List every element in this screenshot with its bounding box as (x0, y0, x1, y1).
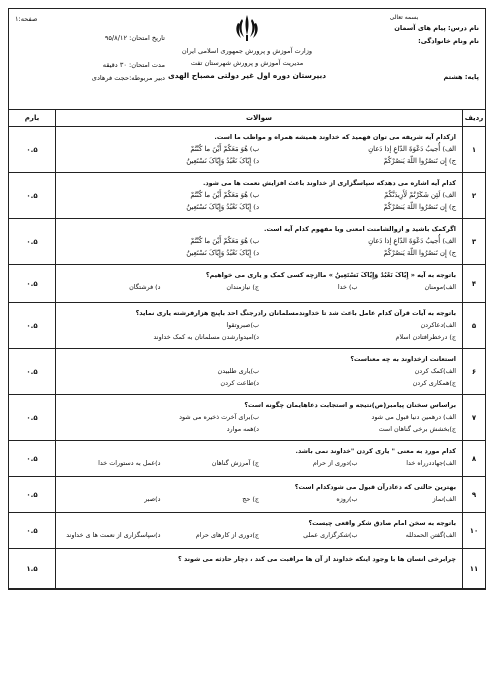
answer-option: الف) درهمین دنیا قبول می شود (371, 413, 456, 421)
header-exam-info (15, 13, 165, 85)
answer-option: د) فرشتگان (129, 283, 161, 291)
answer-option: الف)مومنان (424, 283, 456, 291)
question-body (56, 477, 462, 512)
question-number: ۸ (462, 441, 485, 476)
question-score: ۱.۵ (9, 549, 56, 588)
answer-option: الف) أُجیبُ دَعْوَةَ الدّاعِ إذا دَعانِ (368, 237, 456, 245)
answer-options (62, 143, 456, 167)
question-text: بهترین حالتی که دعادرآن قبول می شودکدام است؟ (294, 483, 456, 491)
course-label: نام درس: پیام های آسمان (394, 24, 479, 32)
question-text: کدام آیه اشاره می دهدکه سپاسگزاری از خداوند باعث افزایش نعمت ها می شود. (202, 179, 456, 187)
question-text: باتوجه به آیات قرآن کدام عامل باعث شد تا خداوندمسلمانان رادرجنگ احد باپنج هزارفرشته یاری نماید؟ (135, 309, 456, 317)
ministry-title: وزارت آموزش و پرورش جمهوری اسلامی ایران (181, 47, 313, 55)
answer-options (62, 493, 456, 505)
answer-option: ج)همکاری کردن (412, 379, 456, 387)
answer-option: د)عمل به دستورات خدا (98, 459, 161, 467)
question-body (56, 127, 462, 172)
answer-option: د)طاعت کردن (220, 379, 259, 387)
table-header-row (9, 110, 485, 127)
answer-option: الف) أُجیبُ دَعْوَةَ الدّاعِ إذا دَعانِ (368, 145, 456, 153)
question-score: ۰.۵ (9, 349, 56, 394)
column-header-question: سوالات (246, 114, 272, 122)
answer-option: ج) إِن تَنصُرُوا اللّهَ یَنصُرْکُمْ (383, 157, 456, 165)
question-row (9, 395, 485, 441)
answer-options (62, 189, 456, 213)
question-body (56, 441, 462, 476)
page-number: صفحه:۱ (15, 15, 38, 23)
answer-option: ب)یاری طلبیدن (217, 367, 259, 375)
question-text: براساس سخنان پیامبر(ص)نتیجه و استجابت دعاهایمان چگونه است؟ (244, 401, 456, 409)
question-text: اگرکمک باشید و ازوالشامنت امعنی وبا مفهوم کدام آیه است. (264, 225, 456, 233)
question-number: ۳ (462, 219, 485, 264)
question-number: ۱۰ (462, 513, 485, 548)
school-title: دبیرستان دوره اول غیر دولتی مصباح الهدی (167, 71, 327, 80)
question-number: ۴ (462, 265, 485, 302)
answer-option: ج) نیازمندان (226, 283, 259, 291)
question-text: چرابرخی انسان ها با وجود اینکه خداوند از آن ها مراقبت می کند ، دچار حادثه می شوند ؟ (178, 555, 456, 563)
answer-option: ب) خدا (337, 283, 358, 291)
exam-sheet (8, 8, 486, 590)
answer-option: ب)روزه (336, 495, 358, 503)
question-text: باتوجه به سخن امام صادق شکر واقعی چیست؟ (308, 519, 456, 527)
question-row (9, 513, 485, 549)
question-text: ازکدام آیه شریفه می توان فهمید که خداوند همیشه همراه و مواظب ما است. (214, 133, 456, 141)
question-number: ۲ (462, 173, 485, 218)
answer-option: د)امیدوارشدن مسلمانان به کمک خداوند (153, 333, 259, 341)
answer-option: الف)نماز (432, 495, 456, 503)
answer-option: ب) هُوَ مَعَکُمْ أَیْنَ ما کُنْتُمْ (190, 145, 259, 153)
answer-option: د) إِیّاکَ نَعْبُدُ وَإِیّاکَ نَسْتَعِینُ (186, 249, 259, 257)
answer-options (62, 281, 456, 293)
answer-option: ج) حج (242, 495, 259, 503)
answer-option: ب)برای آخرت ذخیره می شود (179, 413, 259, 421)
grade-label: پایه: هشتم (443, 73, 479, 81)
question-row (9, 441, 485, 477)
question-number: ۵ (462, 303, 485, 348)
question-row (9, 219, 485, 265)
question-text: استعانت ازخداوند به چه معناست؟ (350, 355, 456, 363)
question-text: کدام مورد به معنی " یاری کردن "خداوند نمی باشد. (295, 447, 456, 455)
question-body (56, 219, 462, 264)
answer-option: ج)بخشش برخی گناهان است (378, 425, 456, 433)
question-body (56, 395, 462, 440)
question-score: ۰.۵ (9, 127, 56, 172)
question-row (9, 349, 485, 395)
column-header-number: ردیف (462, 110, 485, 126)
answer-option: د) إِیّاکَ نَعْبُدُ وَإِیّاکَ نَسْتَعِینُ (186, 157, 259, 165)
answer-option: الف)جهاددرراه خدا (406, 459, 456, 467)
directorate-title: مدیریت آموزش و پرورش شهرستان تفت (190, 59, 304, 67)
header-center (159, 13, 335, 83)
question-text: باتوجه به آیه « إِیّاکَ نَعْبُدُ وَإِیّاکَ نَسْتَعِینُ » ماازچه کسی کمک و یاری می خواهیم؟ (205, 271, 456, 279)
answer-options (62, 235, 456, 259)
answer-option: د)سپاسگزاری از نعمت ها ی خداوند (66, 531, 161, 539)
question-body (56, 265, 462, 302)
question-score: ۰.۵ (9, 173, 56, 218)
question-body (56, 549, 462, 588)
question-number: ۶ (462, 349, 485, 394)
answer-options (62, 411, 456, 435)
question-body (56, 173, 462, 218)
question-row (9, 477, 485, 513)
questions-list (9, 127, 485, 589)
question-row (9, 173, 485, 219)
answer-option: الف)گفتن الحمدلله (405, 531, 456, 539)
iran-emblem-icon (234, 13, 260, 43)
exam-date: تاریخ امتحان: ۹۵/۸/۱۲ (104, 34, 165, 42)
answer-option: ج) آمرزش گناهان (211, 459, 259, 467)
question-body (56, 349, 462, 394)
answer-option: ج) إِن تَنصُرُوا اللّهَ یَنصُرْکُمْ (383, 249, 456, 257)
question-row (9, 127, 485, 173)
answer-option: ب)صبروتقوا (226, 321, 259, 329)
answer-option: ج) درخطرافتادن اسلام (395, 333, 456, 341)
question-score: ۰.۵ (9, 513, 56, 548)
answer-option: د) إِیّاکَ نَعْبُدُ وَإِیّاکَ نَسْتَعِینُ (186, 203, 259, 211)
question-score: ۰.۵ (9, 441, 56, 476)
question-row (9, 265, 485, 303)
question-row (9, 549, 485, 589)
question-number: ۷ (462, 395, 485, 440)
exam-header (9, 9, 485, 110)
question-number: ۱ (462, 127, 485, 172)
answer-option: د)همه موارد (226, 425, 259, 433)
answer-option: ب) هُوَ مَعَکُمْ أَیْنَ ما کُنْتُمْ (190, 191, 259, 199)
question-score: ۰.۵ (9, 219, 56, 264)
answer-option: ج)دوری از کارهای حرام (195, 531, 259, 539)
question-number: ۹ (462, 477, 485, 512)
answer-option: ب) هُوَ مَعَکُمْ أَیْنَ ما کُنْتُمْ (190, 237, 259, 245)
student-name-label: نام ونام خانوادگی: (418, 37, 479, 45)
basmala-text: بسمه تعالی (389, 14, 419, 21)
question-score: ۰.۵ (9, 395, 56, 440)
column-header-score: بارم (9, 110, 56, 126)
answer-option: ب)دوری از حرام (312, 459, 358, 467)
question-number: ۱۱ (462, 549, 485, 588)
exam-duration: مدت امتحان: ۳۰ دقیقه (102, 61, 165, 69)
answer-options (62, 365, 456, 389)
question-score: ۰.۵ (9, 265, 56, 302)
answer-options (62, 457, 456, 469)
teacher-name: دبیر مربوطه:حجت فرهادی (91, 74, 165, 82)
question-body (56, 303, 462, 348)
question-score: ۰.۵ (9, 303, 56, 348)
answer-option: الف)کمک کردن (414, 367, 456, 375)
question-body (56, 513, 462, 548)
answer-option: الف) لَئِن شَکَرْتُمْ لَأَزِیدَنَّکُمْ (384, 191, 456, 199)
answer-option: ب)شکرگزاری عملی (303, 531, 358, 539)
answer-option: الف)دعاکردن (420, 321, 456, 329)
answer-options (62, 319, 456, 343)
answer-options (62, 529, 456, 541)
header-student-info (329, 13, 479, 84)
answer-option: د)صبر (144, 495, 161, 503)
question-score: ۰.۵ (9, 477, 56, 512)
answer-option: ج) إِن تَنصُرُوا اللّهَ یَنصُرْکُمْ (383, 203, 456, 211)
question-row (9, 303, 485, 349)
